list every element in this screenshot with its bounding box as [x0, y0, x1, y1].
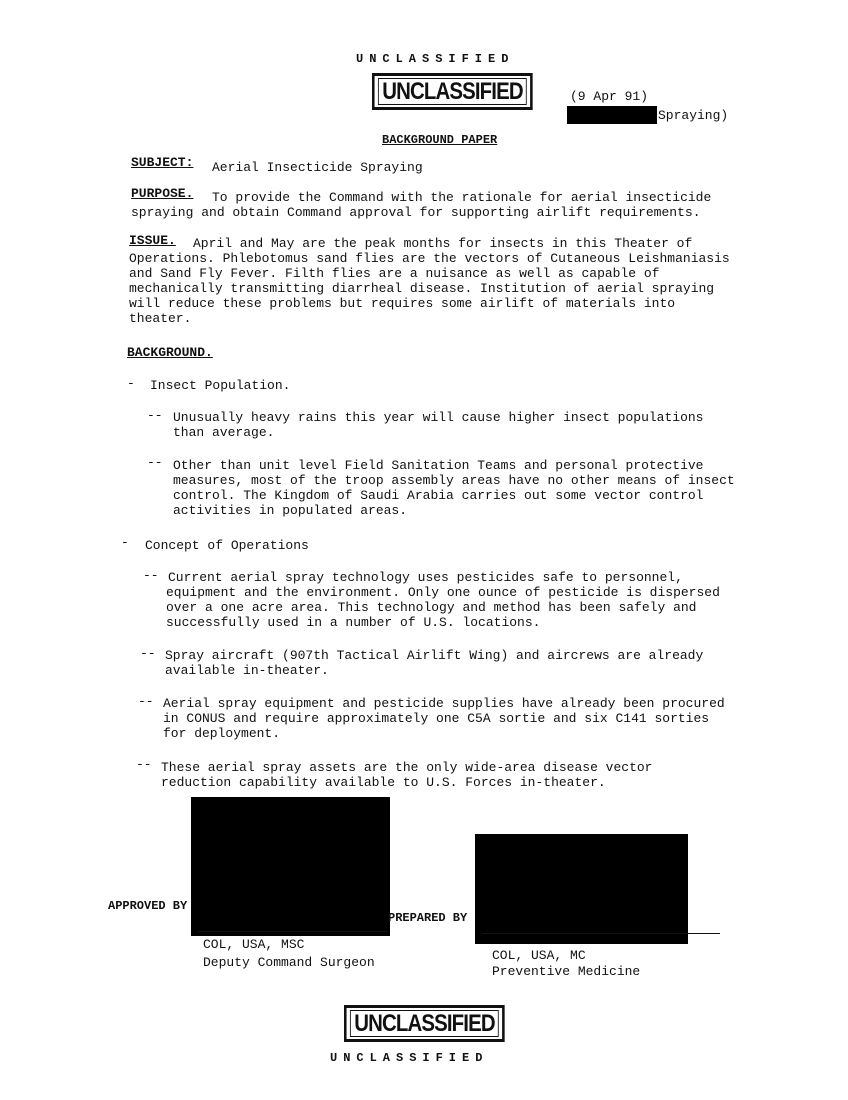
approved-by-label: APPROVED BY: [108, 899, 188, 913]
issue-label: ISSUE.: [129, 233, 176, 248]
item-line: Current aerial spray technology uses pesticides safe to personnel,: [168, 570, 683, 585]
item-line: Aerial spray equipment and pesticide supplies have already been procured: [163, 696, 725, 711]
item-line: reduction capability available to U.S. Forces in-theater.: [161, 775, 606, 790]
redaction-bar: [191, 797, 390, 936]
item-line: These aerial spray assets are the only wide-area disease vector: [161, 760, 653, 775]
signature-line: [198, 931, 388, 932]
issue-line-2: Operations. Phlebotomus sand flies are the vectors of Cutaneous Leishmaniasis: [129, 251, 730, 266]
purpose-line-2: spraying and obtain Command approval for supporting airlift requirements.: [131, 205, 701, 220]
item-line: available in-theater.: [165, 663, 329, 678]
item-line: than average.: [173, 425, 275, 440]
issue-line-6: theater.: [129, 311, 192, 326]
approver-title: Deputy Command Surgeon: [203, 955, 375, 970]
item-line: for deployment.: [163, 726, 281, 741]
sub-bullet-dash: --: [147, 408, 163, 423]
purpose-line-1: To provide the Command with the rationale for aerial insecticide: [212, 190, 712, 205]
bullet-dash: -: [127, 376, 135, 391]
item-line: Other than unit level Field Sanitation Teams and personal protective: [173, 458, 704, 473]
sub-bullet-dash: --: [138, 694, 154, 709]
classification-top: UNCLASSIFIED: [356, 52, 515, 66]
sub-bullet-dash: --: [147, 455, 163, 470]
approver-rank: COL, USA, MSC: [203, 937, 305, 952]
prepared-by-label: PREPARED BY: [388, 911, 468, 925]
section-heading-concept-of-operations: Concept of Operations: [145, 538, 309, 553]
sub-bullet-dash: --: [136, 757, 152, 772]
item-line: equipment and the environment. Only one ounce of pesticide is dispersed: [166, 585, 720, 600]
bullet-dash: -: [121, 535, 129, 550]
redaction-bar: [475, 834, 688, 944]
issue-line-5: will reduce these problems but requires some airlift of materials into: [129, 296, 676, 311]
item-line: control. The Kingdom of Saudi Arabia carries out some vector control: [173, 488, 704, 503]
sub-bullet-dash: --: [140, 646, 156, 661]
item-line: Unusually heavy rains this year will cause higher insect populations: [173, 410, 704, 425]
unclassified-stamp-top: UNCLASSIFIED: [372, 73, 533, 110]
issue-line-1: April and May are the peak months for insects in this Theater of: [193, 236, 693, 251]
subject-label: SUBJECT:: [131, 155, 194, 170]
section-heading-insect-population: Insect Population.: [150, 378, 291, 393]
subject-text: Aerial Insecticide Spraying: [212, 160, 423, 175]
reference-suffix: Spraying): [658, 108, 729, 123]
unclassified-stamp-bottom: UNCLASSIFIED: [344, 1005, 505, 1042]
preparer-rank: COL, USA, MC: [492, 948, 586, 963]
item-line: measures, most of the troop assembly areas have no other means of insect: [173, 473, 735, 488]
background-label: BACKGROUND.: [127, 345, 213, 360]
item-line: over a one acre area. This technology and method has been safely and: [166, 600, 697, 615]
signature-line: [482, 933, 720, 934]
purpose-label: PURPOSE.: [131, 186, 194, 201]
item-line: Spray aircraft (907th Tactical Airlift Wing) and aircrews are already: [165, 648, 704, 663]
item-line: successfully used in a number of U.S. locations.: [166, 615, 541, 630]
sub-bullet-dash: --: [143, 568, 159, 583]
redaction-bar: [567, 106, 657, 124]
item-line: activities in populated areas.: [173, 503, 408, 518]
redaction-bar: [192, 896, 198, 916]
classification-bottom: UNCLASSIFIED: [330, 1051, 489, 1065]
preparer-title: Preventive Medicine: [492, 964, 641, 979]
issue-line-3: and Sand Fly Fever. Filth flies are a nuisance as well as capable of: [129, 266, 660, 281]
issue-line-4: mechanically transmitting diarrheal disease. Institution of aerial spraying: [129, 281, 715, 296]
item-line: in CONUS and require approximately one C5A sortie and six C141 sorties: [163, 711, 710, 726]
page-title: BACKGROUND PAPER: [382, 133, 498, 147]
document-date: (9 Apr 91): [570, 89, 649, 104]
